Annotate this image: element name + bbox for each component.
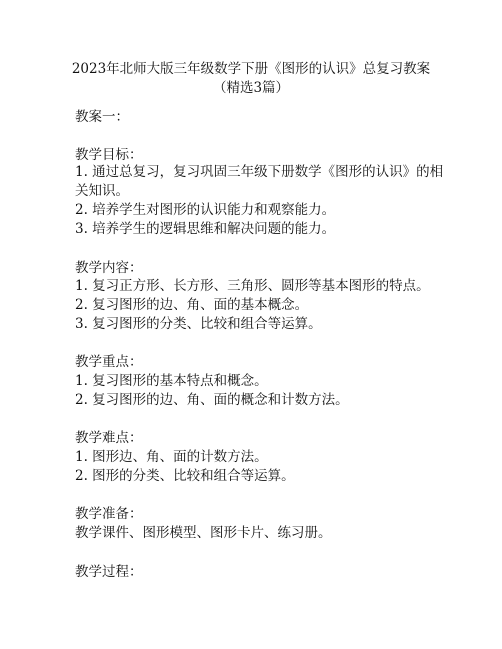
difficulties-item-1: 1. 图形边、角、面的计数方法。 xyxy=(75,449,268,465)
goals-item-1-line-2: 关知识。 xyxy=(75,183,129,199)
difficulties-heading: 教学难点： xyxy=(75,430,143,446)
preparation-text: 教学课件、图形模型、图形卡片、练习册。 xyxy=(75,525,332,541)
process-heading: 教学过程： xyxy=(75,564,143,580)
preparation-heading: 教学准备： xyxy=(75,506,143,522)
goals-item-3: 3. 培养学生的逻辑思维和解决问题的能力。 xyxy=(75,221,336,237)
key-points-item-1: 1. 复习图形的基本特点和概念。 xyxy=(75,373,268,389)
key-points-item-2: 2. 复习图形的边、角、面的概念和计数方法。 xyxy=(75,392,349,408)
goals-item-2: 2. 培养学生对图形的认识能力和观察能力。 xyxy=(75,202,336,218)
goals-heading: 教学目标： xyxy=(75,147,143,163)
content-item-2: 2. 复习图形的边、角、面的基本概念。 xyxy=(75,297,309,313)
content-heading: 教学内容： xyxy=(75,260,143,276)
goals-item-1-line-1: 1. 通过总复习，复习巩固三年级下册数学《图形的认识》的相 xyxy=(75,164,444,180)
document-title-line1: 2023年北师大版三年级数学下册《图形的认识》总复习教案 xyxy=(71,61,431,77)
document-title-line2: （精选3篇） xyxy=(212,80,290,96)
case-heading: 教案一： xyxy=(75,109,129,125)
key-points-heading: 教学重点： xyxy=(75,354,143,370)
difficulties-item-2: 2. 图形的分类、比较和组合等运算。 xyxy=(75,468,295,484)
content-item-3: 3. 复习图形的分类、比较和组合等运算。 xyxy=(75,316,322,332)
content-item-1: 1. 复习正方形、长方形、三角形、圆形等基本图形的特点。 xyxy=(75,278,430,294)
